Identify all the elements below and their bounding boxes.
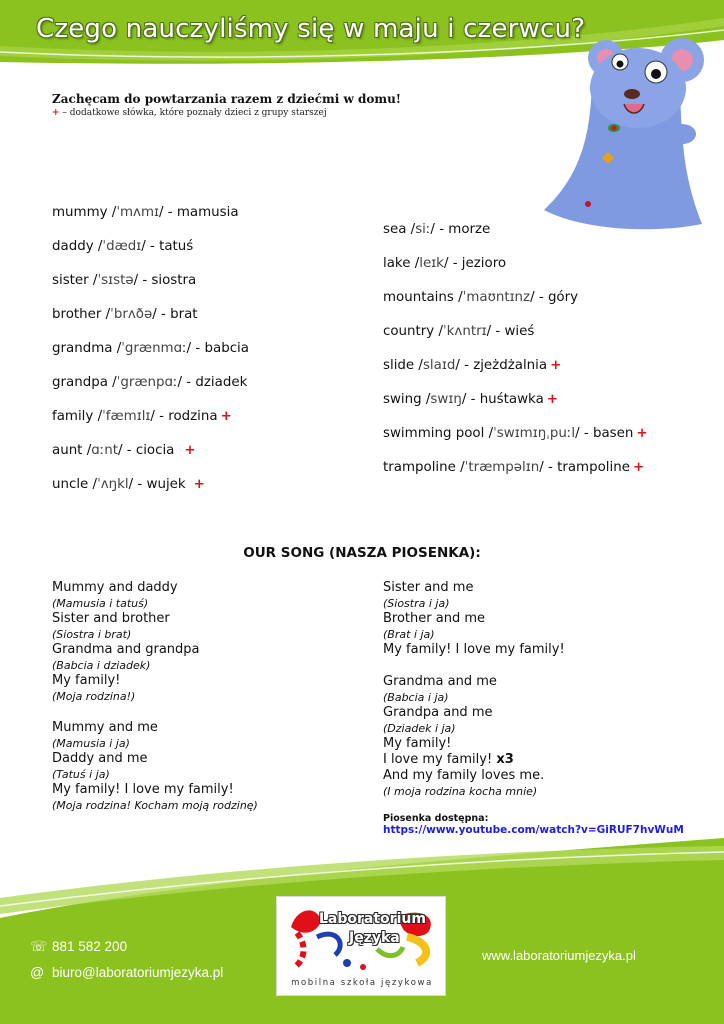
at-icon: @ bbox=[30, 964, 45, 980]
vocab-word: brother bbox=[52, 307, 102, 322]
song-translation: (Moja rodzina!) bbox=[52, 690, 136, 703]
puppet-image bbox=[532, 24, 712, 234]
vocab-meaning: dziadek bbox=[195, 375, 248, 390]
vocab-item: lake /leɪk/ - jezioro bbox=[383, 256, 507, 271]
vocab-ipa: ˈmʌmɪ bbox=[116, 205, 159, 220]
song-translation: (Siostra i brat) bbox=[52, 628, 132, 641]
song-line: Mummy and daddy bbox=[52, 580, 178, 595]
logo-name-line-2: Języka bbox=[349, 930, 400, 946]
vocab-word: trampoline bbox=[383, 460, 456, 475]
phone-icon: ☏ bbox=[30, 938, 48, 954]
vocab-word: sea bbox=[383, 222, 407, 237]
vocab-item: brother /ˈbrʌðə/ - brat bbox=[52, 307, 198, 322]
song-line-text: I love my family! bbox=[383, 752, 493, 767]
vocab-meaning: góry bbox=[547, 290, 579, 305]
vocab-item: daddy /ˈdædɪ/ - tatuś bbox=[52, 239, 194, 254]
vocab-item: slide /slaɪd/ - zjeżdżalnia + bbox=[383, 358, 562, 373]
vocab-meaning: mamusia bbox=[176, 205, 239, 220]
song-translation: (Moja rodzina! Kocham moją rodzinę) bbox=[52, 799, 258, 812]
vocab-meaning: ciocia bbox=[135, 443, 175, 458]
source-label: Piosenka dostępna: bbox=[383, 813, 489, 824]
plus-marker: + bbox=[546, 392, 559, 407]
song-line bbox=[383, 752, 684, 768]
vocab-meaning: trampoline bbox=[557, 460, 630, 475]
vocab-meaning: brat bbox=[170, 307, 198, 322]
vocab-meaning: huśtawka bbox=[479, 392, 544, 407]
vocab-item: swimming pool /ˈswɪmɪŋˌpuːl/ - basen + bbox=[383, 426, 648, 441]
vocab-meaning: jezioro bbox=[461, 256, 507, 271]
song-line: Sister and me bbox=[383, 580, 474, 595]
vocab-word: mummy bbox=[52, 205, 108, 220]
vocab-ipa: ˈʌŋkl bbox=[97, 477, 129, 492]
plus-marker: + bbox=[184, 443, 196, 458]
vocab-ipa: ˈbrʌðə bbox=[110, 307, 153, 322]
vocab-meaning: morze bbox=[448, 222, 491, 237]
vocab-item: mountains /ˈmaʊntɪnz/ - góry bbox=[383, 290, 579, 305]
vocab-word: daddy bbox=[52, 239, 94, 254]
song-translation: (Dziadek i ja) bbox=[383, 722, 456, 735]
stanza-gap bbox=[383, 658, 684, 674]
stanza-gap bbox=[52, 704, 258, 720]
repeat-marker: x3 bbox=[496, 752, 514, 767]
song-line: My family! bbox=[52, 673, 121, 688]
vocab-word: mountains bbox=[383, 290, 454, 305]
song-translation: (Brat i ja) bbox=[383, 628, 435, 641]
plus-marker: + bbox=[636, 426, 648, 441]
song-line: Sister and brother bbox=[52, 611, 170, 626]
song-line: And my family loves me. bbox=[383, 768, 545, 783]
email-address[interactable]: biuro@laboratoriumjezyka.pl bbox=[52, 965, 224, 980]
vocab-word: grandma bbox=[52, 341, 113, 356]
vocab-meaning: rodzina bbox=[168, 409, 218, 424]
song-line: My family! I love my family! bbox=[52, 782, 234, 797]
vocab-item: aunt /ɑːnt/ - ciocia + bbox=[52, 443, 196, 458]
vocab-ipa: ˈfæmɪlɪ bbox=[102, 409, 151, 424]
vocab-word: uncle bbox=[52, 477, 89, 492]
vocab-meaning: tatuś bbox=[159, 239, 194, 254]
vocab-word: slide bbox=[383, 358, 415, 373]
song-line: Mummy and me bbox=[52, 720, 158, 735]
song-translation: (I moja rodzina kocha mnie) bbox=[383, 785, 538, 798]
logo-name-line-1: Laboratorium bbox=[319, 911, 426, 927]
vocab-word: country bbox=[383, 324, 435, 339]
vocab-word: swing bbox=[383, 392, 422, 407]
vocab-ipa: ˈtræmpəlɪn bbox=[464, 460, 540, 475]
song-line: My family! I love my family! bbox=[383, 642, 565, 657]
vocab-item: swing /swɪŋ/ - huśtawka + bbox=[383, 392, 559, 407]
song-column-right bbox=[383, 580, 684, 836]
vocab-word: lake bbox=[383, 256, 411, 271]
song-translation: (Babcia i ja) bbox=[383, 691, 449, 704]
vocab-ipa: ˈmaʊntɪnz bbox=[462, 290, 531, 305]
song-translation: (Mamusia i ja) bbox=[52, 737, 130, 750]
plus-marker: + bbox=[193, 477, 205, 492]
intro-heading: Zachęcam do powtarzania razem z dziećmi w domu! bbox=[52, 92, 402, 106]
vocab-ipa: leɪk bbox=[419, 256, 444, 271]
email-contact bbox=[30, 964, 223, 980]
vocab-item: trampoline /ˈtræmpəlɪn/ - trampoline + bbox=[383, 460, 645, 475]
plus-marker: + bbox=[52, 108, 60, 118]
vocab-item: uncle /ˈʌŋkl/ - wujek + bbox=[52, 477, 205, 492]
intro-note-text: – dodatkowe słówka, które poznały dzieci z grupy starszej bbox=[59, 108, 327, 118]
vocab-word: family bbox=[52, 409, 94, 424]
vocab-meaning: zjeżdżalnia bbox=[473, 358, 548, 373]
vocab-ipa: ˈsɪstə bbox=[97, 273, 134, 288]
vocab-ipa: ˈdædɪ bbox=[102, 239, 142, 254]
phone-number: 881 582 200 bbox=[52, 939, 128, 954]
song-line: Brother and me bbox=[383, 611, 485, 626]
vocab-ipa: ˈgrænpɑː bbox=[116, 375, 178, 390]
song-line: Grandma and me bbox=[383, 674, 497, 689]
song-line: Daddy and me bbox=[52, 751, 148, 766]
vocab-ipa: slaɪd bbox=[422, 358, 456, 373]
vocab-ipa: siː bbox=[415, 222, 431, 237]
song-translation: (Mamusia i tatuś) bbox=[52, 597, 149, 610]
vocab-item: grandpa /ˈgrænpɑː/ - dziadek bbox=[52, 375, 248, 390]
plus-marker: + bbox=[220, 409, 232, 424]
vocab-item: sea /siː/ - morze bbox=[383, 222, 491, 237]
vocab-item: sister /ˈsɪstə/ - siostra bbox=[52, 273, 197, 288]
song-heading: OUR SONG (NASZA PIOSENKA): bbox=[243, 545, 481, 561]
logo-image bbox=[276, 896, 446, 996]
vocab-item: mummy /ˈmʌmɪ/ - mamusia bbox=[52, 205, 239, 220]
song-source bbox=[383, 813, 684, 836]
song-line: Grandpa and me bbox=[383, 705, 493, 720]
vocab-meaning: siostra bbox=[151, 273, 197, 288]
vocab-ipa: swɪŋ bbox=[430, 392, 462, 407]
source-link[interactable]: https://www.youtube.com/watch?v=GiRUF7hvWuM bbox=[383, 824, 684, 836]
vocab-word: grandpa bbox=[52, 375, 108, 390]
vocab-item: country /ˈkʌntrɪ/ - wieś bbox=[383, 324, 535, 339]
vocab-meaning: babcia bbox=[204, 341, 249, 356]
vocab-item: grandma /ˈgrænmɑː/ - babcia bbox=[52, 341, 249, 356]
song-line: My family! bbox=[383, 736, 452, 751]
song-translation: (Babcia i dziadek) bbox=[52, 659, 151, 672]
logo-tagline: mobilna szkoła językowa bbox=[291, 978, 433, 988]
vocab-ipa: ˈkʌntrɪ bbox=[443, 324, 487, 339]
phone-contact bbox=[30, 938, 127, 955]
song-column-left bbox=[52, 580, 258, 813]
vocab-item: family /ˈfæmɪlɪ/ - rodzina + bbox=[52, 409, 232, 424]
intro-note bbox=[52, 108, 472, 118]
vocab-meaning: basen bbox=[592, 426, 634, 441]
page-title: Czego nauczyliśmy się w maju i czerwcu? bbox=[36, 14, 586, 44]
vocab-word: sister bbox=[52, 273, 89, 288]
vocab-ipa: ɑːnt bbox=[91, 443, 118, 458]
song-translation: (Siostra i ja) bbox=[383, 597, 450, 610]
vocab-meaning: wujek bbox=[146, 477, 186, 492]
song-translation: (Tatuś i ja) bbox=[52, 768, 110, 781]
vocab-meaning: wieś bbox=[504, 324, 535, 339]
website-link[interactable]: www.laboratoriumjezyka.pl bbox=[482, 948, 636, 963]
plus-marker: + bbox=[550, 358, 562, 373]
vocab-ipa: ˈswɪmɪŋˌpuːl bbox=[493, 426, 576, 441]
song-line: Grandma and grandpa bbox=[52, 642, 200, 657]
intro bbox=[52, 92, 472, 118]
vocab-word: aunt bbox=[52, 443, 83, 458]
vocab-ipa: ˈgrænmɑː bbox=[121, 341, 187, 356]
plus-marker: + bbox=[632, 460, 645, 475]
vocab-word: swimming pool bbox=[383, 426, 485, 441]
